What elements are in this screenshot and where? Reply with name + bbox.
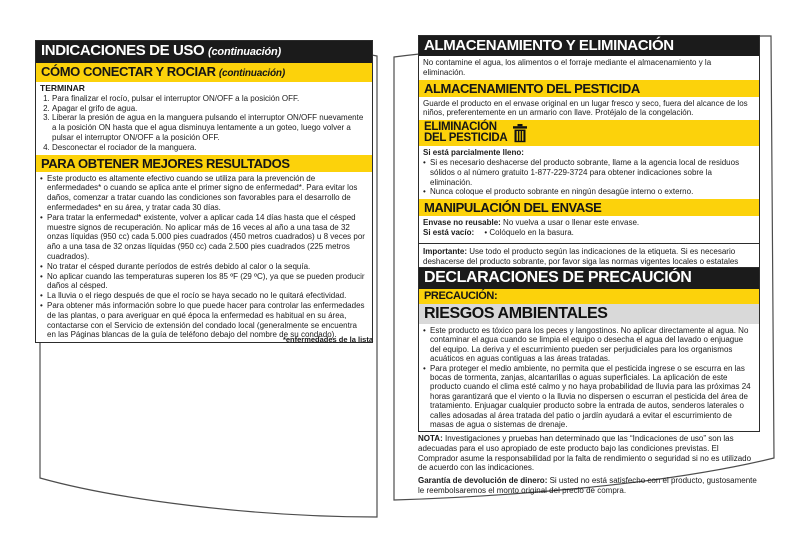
- if-empty-text: • Colóquelo en la basura.: [484, 228, 574, 238]
- best-results-bullet: • No tratar el césped durante períodos de estrés debido al calor o la sequía.: [40, 262, 368, 272]
- if-empty-label: Si está vacío:: [423, 228, 475, 238]
- container-handling-header-bar: [419, 199, 759, 216]
- terminar-section: [36, 82, 372, 155]
- terminar-step: 4. Desconectar el rociador de la manguera.: [52, 143, 368, 153]
- precautionary-statements-box: [418, 267, 760, 432]
- non-refillable-label: Envase no reusable:: [423, 218, 501, 228]
- storage-disposal-header-bar: [419, 36, 759, 56]
- terminar-step: 3. Liberar la presión de agua en la manguera pulsando el interruptor ON/OFF nuevamente a la posición ON hasta que el agua disminuya lentamente a un goteo, luego volver a pulsar el interruptor ON/OFF a la posición OFF.: [52, 113, 368, 142]
- caution-bar: [419, 289, 759, 304]
- trash-icon: [512, 124, 528, 143]
- nota-paragraph: [418, 434, 760, 473]
- important-note: [419, 243, 759, 270]
- best-results-bullet: • Para obtener más información sobre lo que puede hacer para controlar las enfermedades de las plantas, o para averiguar en qué época la enfermedad es habitual en su área, contactarse con el Servicio de extensión del condado local (generalmente se encuentra en las Páginas blancas de la guía de teléfono debajo del nombre de su condado).: [40, 301, 368, 340]
- terminar-title: TERMINAR: [40, 83, 85, 93]
- nota-text: Investigaciones y pruebas han determinado que las “Indicaciones de uso” son las adecuadas para el uso apropiado de este producto bajo las condiciones previstas. El Comprador asume la responsabilidad por la falta de rendimiento o seguridad si no es utilizado de acuerdo con las indicaciones.: [418, 434, 752, 473]
- environmental-hazard-bullet: • Este producto es tóxico para los peces y langostinos. No aplicar directamente al agua. No contaminar el agua cuando se limpia el equipo o desecha el agua del lavado o enjuague del equipo. La deriva y el escurrimiento pueden ser perjudiciales para los organismos acuáticos en aguas contiguas a las áreas tratadas.: [423, 326, 755, 364]
- guarantee-label: Garantía de devolución de dinero:: [418, 476, 548, 486]
- best-results-bullet: • Este producto es altamente efectivo cuando se utiliza para la prevención de enfermedades* o cuando se aplica ante el primer signo de enfermedad*. Para evitar los daños, comenzar a tratar cuando las condiciones son favorables para el desarrollo de enfermedades* en su área, y tratar cada 30 días.: [40, 174, 368, 213]
- important-label: Importante:: [423, 247, 467, 257]
- container-handling-section: [419, 216, 759, 240]
- partially-full-section: [419, 146, 759, 199]
- container-handling-title: MANIPULACIÓN DEL ENVASE: [424, 200, 602, 216]
- directions-header-bar: [36, 41, 372, 63]
- pesticide-storage-header-bar: [419, 80, 759, 97]
- best-results-bullet: • No aplicar cuando las temperaturas superen los 85 ºF (29 ºC), ya que se pueden producir daños al césped.: [40, 272, 368, 292]
- environmental-hazards-bullet-list: [423, 326, 755, 429]
- best-results-bullet: • Para tratar la enfermedad* existente, volver a aplicar cada 14 días hasta que el césped muestre signos de recuperación. No aplicar más de 16 veces al año a una tasa de 32 onzas líquidas (950 cc) cada 5.000 pies cuadrados (450 metros cuadrados) u 8 veces por año a una tasa de 32 onzas líquidas (950 cc) cada 2.500 pies cuadrados (225 metros cuadrados).: [40, 213, 368, 262]
- best-results-header-bar: [36, 155, 372, 172]
- storage-disposal-box: [418, 35, 760, 271]
- connect-spray-continuation: (continuación): [218, 68, 285, 79]
- environmental-hazard-bullet: • Para proteger el medio ambiente, no permita que el pesticida ingrese o se escurra en las bocas de tormenta, zanjas, alcantarillas o aguas superficiales. La aplicación de este producto cuando el clima esté calmo y no haya probabilidad de lluvia para las próximas 24 horas garantizará que el viento o la lluvia no dispersen o escurran el pesticida del área de tratamiento. Enjuagar cualquier producto sobre la entrada de autos, senderos laterales o calles adosadas al área tratada del patio o jardín ayudará a evitar el escurrimiento de masas de agua o sistemas de drenaje.: [423, 364, 755, 430]
- connect-spray-subheader-bar: [36, 63, 372, 82]
- diseases-footnote: *enfermedades de la lista: [282, 335, 373, 344]
- best-results-bullet: • La lluvia o el riego después de que el rocío se haya secado no le quitará efectividad.: [40, 291, 368, 301]
- environmental-hazards-bar: [419, 304, 759, 324]
- left-panel-directions-box: [35, 40, 373, 343]
- environmental-hazards-section: [419, 324, 759, 431]
- directions-header-title: INDICACIONES DE USO: [41, 42, 205, 59]
- environmental-hazards-title: RIESGOS AMBIENTALES: [424, 305, 608, 322]
- partially-full-bullet: • Si es necesario deshacerse del producto sobrante, llame a la agencia local de residuos sólidos o al número gratuito 1-877-229-3724 para obtener indicaciones sobre la eliminación.: [423, 158, 755, 187]
- nota-label: NOTA:: [418, 434, 443, 443]
- storage-disposal-title: ALMACENAMIENTO Y ELIMINACIÓN: [424, 37, 674, 54]
- pesticide-disposal-title-line1: ELIMINACIÓN: [424, 121, 497, 134]
- partially-full-bullet-list: [423, 158, 755, 197]
- if-empty-line: [423, 228, 755, 238]
- important-text: Use todo el producto según las indicaciones de la etiqueta. Si es necesario deshacerse del producto sobrante, por favor siga las normas vigentes locales o estatales: [423, 247, 739, 266]
- precautionary-header-bar: [419, 268, 759, 289]
- non-refillable-line: [423, 218, 755, 228]
- best-results-title: PARA OBTENER MEJORES RESULTADOS: [41, 155, 290, 171]
- directions-header-continuation: (continuación): [208, 46, 282, 58]
- terminar-step: 1. Para finalizar el rocío, pulsar el interruptor ON/OFF a la posición OFF.: [52, 94, 368, 104]
- caution-label: PRECAUCIÓN:: [424, 290, 498, 302]
- best-results-bullet-list: [40, 174, 368, 341]
- connect-spray-title: CÓMO CONECTAR Y ROCIAR: [41, 64, 216, 79]
- best-results-section: [36, 172, 372, 343]
- pesticide-storage-title: ALMACENAMIENTO DEL PESTICIDA: [424, 80, 640, 96]
- guarantee-text: Si usted no está satisfecho con el producto, gustosamente le reembolsaremos el monto original del precio de compra.: [418, 476, 757, 495]
- terminar-step: 2. Apagar el grifo de agua.: [52, 104, 368, 114]
- partially-full-label: Si está parcialmente lleno:: [423, 148, 524, 158]
- non-refillable-text: No vuelva a usar o llenar este envase.: [503, 218, 640, 228]
- pesticide-storage-text: Guarde el producto en el envase original en un lugar fresco y seco, fuera del alcance de los niños, preferentemente en un armario con llave. Protéjalo de la congelación.: [423, 98, 748, 118]
- guarantee-paragraph: [418, 476, 760, 496]
- precautionary-title: DECLARACIONES DE PRECAUCIÓN: [424, 269, 692, 286]
- partially-full-bullet: • Nunca coloque el producto sobrante en ningún desagüe interno o externo.: [423, 187, 755, 197]
- pesticide-disposal-title: [424, 122, 507, 144]
- pesticide-disposal-header-bar: [419, 120, 759, 146]
- pesticide-disposal-title-line2: DEL PESTICIDA: [424, 132, 508, 145]
- storage-disposal-intro: No contamine el agua, los alimentos o el forraje mediante el almacenamiento y la eliminación.: [423, 58, 712, 77]
- terminar-steps-list: [40, 94, 368, 153]
- note-guarantee-section: [418, 434, 760, 499]
